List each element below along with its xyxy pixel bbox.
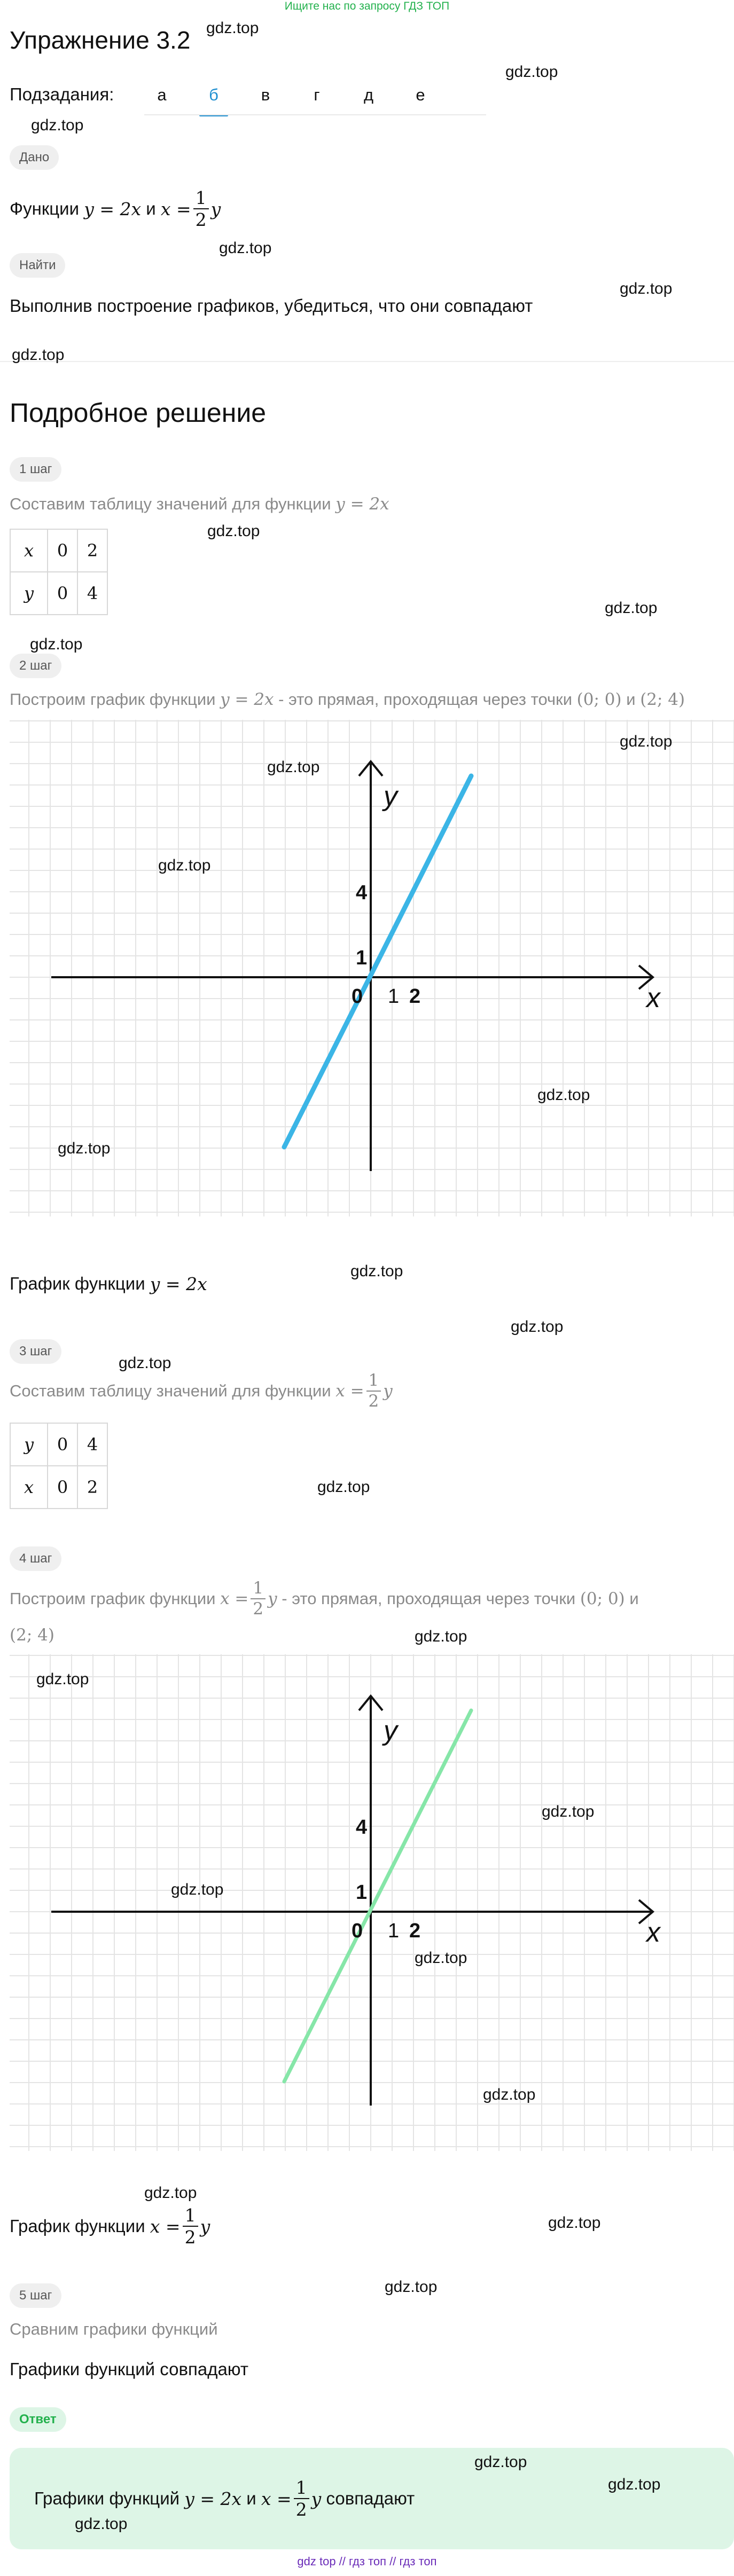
answer-prefix: Графики функций bbox=[34, 2488, 180, 2508]
graph-2-svg bbox=[10, 1654, 734, 2151]
graph-2-tick-x1: 1 bbox=[388, 1920, 400, 1942]
watermark: gdz.top bbox=[620, 733, 673, 750]
fraction-denominator: 2 bbox=[295, 2499, 307, 2520]
table-cell: 0 bbox=[48, 1466, 77, 1509]
graph-1-x-label: x bbox=[646, 983, 660, 1014]
step4-point-2: (2; 4) bbox=[10, 1625, 54, 1645]
tab-v[interactable]: в bbox=[261, 85, 270, 104]
fraction-denominator: 2 bbox=[184, 2227, 196, 2248]
table-row bbox=[10, 529, 107, 572]
fraction-numerator: 1 bbox=[294, 2479, 309, 2499]
answer-badge: Ответ bbox=[10, 2407, 66, 2432]
table-cell: x bbox=[10, 1466, 48, 1509]
answer-fraction bbox=[294, 2479, 309, 2518]
fraction-denominator: 2 bbox=[195, 209, 207, 230]
table-cell: 2 bbox=[77, 529, 107, 572]
step4-conj: и bbox=[629, 1589, 639, 1608]
step4-caption-left: x = bbox=[150, 2216, 181, 2237]
graph-1-tick-y1: 1 bbox=[356, 947, 368, 969]
watermark: gdz.top bbox=[58, 1140, 111, 1157]
watermark: gdz.top bbox=[511, 1318, 564, 1336]
exercise-title: Упражнение 3.2 bbox=[10, 26, 191, 54]
footer-links[interactable]: gdz top // гдз топ // гдз топ bbox=[297, 2555, 437, 2568]
step3-text bbox=[10, 1367, 393, 1415]
step4-formula-var: y bbox=[268, 1589, 277, 1608]
answer-conj: и bbox=[246, 2488, 256, 2508]
step4-caption-prefix: График функции bbox=[10, 2216, 145, 2236]
subtasks-label: Подзадания: bbox=[10, 84, 114, 104]
watermark: gdz.top bbox=[385, 2278, 438, 2296]
step1-text bbox=[10, 494, 389, 514]
step2-caption-formula: y = 2x bbox=[150, 1273, 207, 1294]
section-divider bbox=[0, 361, 734, 362]
watermark: gdz.top bbox=[317, 1478, 370, 1496]
watermark: gdz.top bbox=[12, 346, 65, 364]
graph-x-half-y bbox=[10, 1654, 734, 2151]
watermark: gdz.top bbox=[474, 2453, 527, 2471]
step2-caption bbox=[10, 1268, 207, 1300]
table-cell: 0 bbox=[48, 529, 77, 572]
table-cell: 2 bbox=[77, 1466, 107, 1509]
step2-point-2: (2; 4) bbox=[640, 690, 685, 709]
step4-caption-fraction bbox=[183, 2206, 198, 2246]
watermark: gdz.top bbox=[605, 599, 658, 617]
graph-2-tick-y4: 4 bbox=[356, 1816, 368, 1839]
table-cell: 0 bbox=[48, 1423, 77, 1466]
graph-1-y-label: y bbox=[384, 781, 397, 812]
step2-caption-prefix: График функции bbox=[10, 1274, 145, 1293]
graph-1-svg bbox=[10, 720, 734, 1216]
answer-formula-1: y = 2x bbox=[184, 2488, 242, 2509]
graph-2-line-x-half-y bbox=[284, 1710, 471, 2082]
step4-text-line1 bbox=[10, 1577, 639, 1620]
graph-2-y-label: y bbox=[384, 1715, 397, 1746]
step3-formula-var: y bbox=[383, 1381, 393, 1401]
step3-badge: 3 шаг bbox=[10, 1339, 61, 1364]
watermark: gdz.top bbox=[144, 2184, 197, 2202]
step1-text-main: Составим таблицу значений для функции bbox=[10, 494, 331, 513]
fraction-denominator: 2 bbox=[253, 1599, 264, 1619]
fraction-numerator: 1 bbox=[193, 189, 209, 209]
step4-text-b: - это прямая, проходящая через точки bbox=[282, 1589, 576, 1608]
fraction-numerator: 1 bbox=[183, 2206, 198, 2227]
watermark: gdz.top bbox=[548, 2214, 601, 2232]
answer-formula-2-var: y bbox=[311, 2488, 322, 2509]
fraction-numerator: 1 bbox=[251, 1580, 266, 1599]
given-formula-2-var: y bbox=[210, 198, 221, 219]
step2-text bbox=[10, 690, 685, 709]
step4-point-1: (0; 0) bbox=[580, 1589, 625, 1608]
watermark: gdz.top bbox=[267, 758, 320, 776]
step4-formula-left: x = bbox=[220, 1589, 249, 1608]
graph-2-tick-x2: 2 bbox=[409, 1920, 421, 1942]
graph-1-tick-x2: 2 bbox=[409, 985, 421, 1008]
step1-formula: y = 2x bbox=[335, 494, 389, 514]
tab-a[interactable]: а bbox=[157, 85, 167, 104]
watermark: gdz.top bbox=[36, 1670, 89, 1688]
step3-fraction bbox=[366, 1372, 381, 1410]
watermark: gdz.top bbox=[206, 19, 259, 37]
watermark: gdz.top bbox=[415, 1628, 467, 1645]
find-text: Выполнив построение графиков, убедиться, что они совпадают bbox=[10, 296, 533, 316]
answer-formula-2-left: x = bbox=[261, 2488, 292, 2509]
watermark: gdz.top bbox=[119, 1354, 171, 1372]
table-cell: 4 bbox=[77, 1423, 107, 1466]
find-badge: Найти bbox=[10, 253, 65, 278]
graph-1-tick-origin: 0 bbox=[352, 985, 363, 1008]
table-row bbox=[10, 572, 107, 615]
watermark: gdz.top bbox=[505, 63, 558, 81]
step2-conj: и bbox=[626, 690, 636, 709]
graph-2-tick-origin: 0 bbox=[352, 1920, 363, 1942]
given-fraction bbox=[193, 189, 209, 229]
tabs-divider bbox=[144, 114, 486, 115]
step3-text-main: Составим таблицу значений для функции bbox=[10, 1381, 331, 1400]
step2-text-b: - это прямая, проходящая через точки bbox=[278, 690, 573, 709]
step2-text-a: Построим график функции bbox=[10, 690, 216, 709]
step5-badge: 5 шаг bbox=[10, 2283, 61, 2308]
fraction-numerator: 1 bbox=[366, 1372, 381, 1392]
graph-1-tick-y4: 4 bbox=[356, 882, 368, 904]
table-cell: x bbox=[10, 529, 48, 572]
watermark: gdz.top bbox=[171, 1881, 224, 1898]
table-cell: y bbox=[10, 572, 48, 615]
step2-point-1: (0; 0) bbox=[576, 690, 622, 709]
watermark: gdz.top bbox=[207, 522, 260, 540]
watermark: gdz.top bbox=[415, 1949, 467, 1967]
solution-title: Подробное решение bbox=[10, 398, 267, 428]
step1-badge: 1 шаг bbox=[10, 457, 61, 482]
answer-suffix: совпадают bbox=[326, 2488, 415, 2508]
table-cell: 0 bbox=[48, 572, 77, 615]
given-prefix: Функции bbox=[10, 199, 80, 218]
watermark: gdz.top bbox=[219, 239, 272, 257]
watermark: gdz.top bbox=[483, 2086, 536, 2103]
given-formula-1: y = 2x bbox=[84, 198, 142, 219]
graph-1-line-y-2x bbox=[284, 776, 471, 1147]
tab-g[interactable]: г bbox=[314, 85, 320, 104]
given-badge: Дано bbox=[10, 145, 59, 170]
step1-value-table bbox=[10, 529, 108, 615]
tab-e[interactable]: е bbox=[416, 85, 425, 104]
watermark: gdz.top bbox=[75, 2515, 128, 2533]
step4-caption bbox=[10, 2202, 210, 2250]
given-formula-2-left: x = bbox=[160, 198, 191, 219]
table-cell: y bbox=[10, 1423, 48, 1466]
graph-2-tick-y1: 1 bbox=[356, 1881, 368, 1904]
step5-conclusion: Графики функций совпадают bbox=[10, 2359, 248, 2379]
step4-badge: 4 шаг bbox=[10, 1546, 61, 1571]
watermark: gdz.top bbox=[158, 857, 211, 874]
step2-formula: y = 2x bbox=[220, 690, 274, 709]
watermark: gdz.top bbox=[537, 1086, 590, 1104]
step2-badge: 2 шаг bbox=[10, 654, 61, 678]
step4-fraction bbox=[251, 1580, 266, 1617]
step4-text-a: Построим график функции bbox=[10, 1589, 216, 1608]
table-cell: 4 bbox=[77, 572, 107, 615]
step4-text-line2 bbox=[10, 1625, 54, 1645]
given-text bbox=[10, 185, 221, 233]
table-row bbox=[10, 1423, 107, 1466]
watermark: gdz.top bbox=[30, 635, 83, 653]
graph-1-tick-x1: 1 bbox=[388, 985, 400, 1008]
graph-2-x-label: x bbox=[646, 1917, 660, 1948]
watermark: gdz.top bbox=[620, 280, 673, 297]
watermark: gdz.top bbox=[608, 2476, 661, 2493]
tab-b[interactable]: б bbox=[195, 74, 232, 116]
step3-formula-left: x = bbox=[335, 1381, 364, 1401]
watermark: gdz.top bbox=[31, 116, 84, 134]
fraction-denominator: 2 bbox=[368, 1392, 379, 1411]
top-search-note[interactable]: Ищите нас по запросу ГДЗ ТОП bbox=[284, 0, 450, 12]
given-conj: и bbox=[146, 199, 156, 218]
watermark: gdz.top bbox=[350, 1262, 403, 1280]
table-row bbox=[10, 1466, 107, 1509]
step3-value-table bbox=[10, 1423, 108, 1509]
tab-d[interactable]: д bbox=[363, 85, 374, 104]
graph-y-2x bbox=[10, 720, 734, 1216]
step5-text: Сравним графики функций bbox=[10, 2320, 218, 2338]
step4-caption-var: y bbox=[200, 2216, 210, 2237]
watermark: gdz.top bbox=[542, 1803, 595, 1820]
